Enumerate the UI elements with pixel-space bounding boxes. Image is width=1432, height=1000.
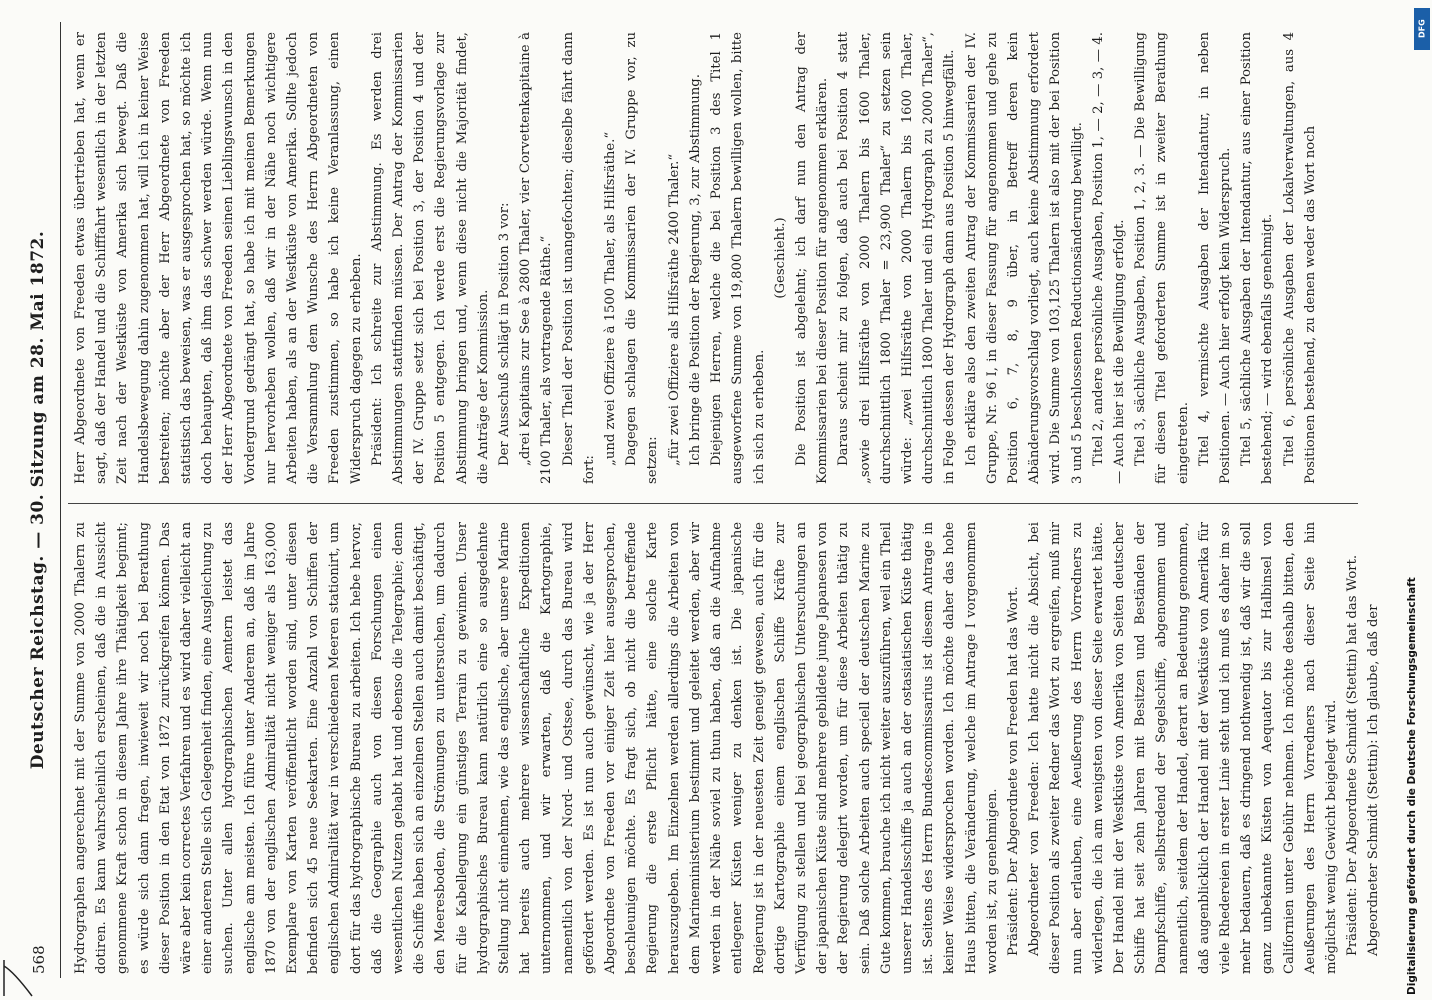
right-column: [70, 32, 1355, 484]
paragraph: (Geschieht.): [772, 217, 788, 299]
paragraph: Präsident: Der Abgeordnete Schmidt (Stettin) hat das Wort.: [1345, 554, 1361, 956]
paragraph: Ich erkläre also den zweiten Antrag der Kommissarien der IV. Gruppe, Nr. 96 I, in dieser Fassung für angenommen und gehe zu Position 6, 7, 8, 9 über, in Betreff deren kein Abänderungsvorschlag vorliegt, auch keine Abstimmung erfordert wird. Die Summe von 103,125 Thalern ist also mit der bei Position 3 und 5 beschlossenen Reductionsänderung bewilligt.: [963, 32, 1085, 484]
paragraph: Der Ausschuß schlägt in Position 3 vor:: [497, 202, 513, 466]
paragraph: Abgeordneter Schmidt (Stettin): Ich glaube, daß der: [1366, 604, 1382, 956]
page-header: [20, 22, 61, 978]
left-column: [70, 522, 1382, 974]
paragraph: „für zwei Offiziere als Hilfsräthe 2400 Thaler.“: [666, 153, 682, 466]
page-number: 568: [30, 945, 48, 974]
paragraph: Titel 5, sächliche Ausgaben der Intendantur, aus einer Position bestehend; — wird ebenfalls genehmigt.: [1239, 32, 1276, 484]
paragraph: Titel 2, andere persönliche Ausgaben, Position 1, — 2, — 3, — 4. — Auch hier ist die Bewilligung erfolgt.: [1090, 32, 1127, 484]
rotated-newspaper-page: [20, 22, 1382, 978]
paragraph: „drei Kapitains zur See à 2800 Thaler, vier Corvettenkapitaine à 2100 Thaler, als vortragende Räthe.“: [518, 32, 555, 484]
paragraph: Herr Abgeordnete von Freeden etwas übertrieben hat, wenn er sagt, daß der Handel und die Schifffahrt wesentlich in der letzten Zeit nach der Westküste von Amerika sich bewegt. Daß die Handelsbewegung dahin zugenommen hat, will ich in keiner Weise bestreiten; möchte aber der Herr Abgeordnete von Freeden statistisch das beweisen, was er ausgesprochen hat, so möchte ich doch behaupten, daß ihm das schwer werden würde. Wenn nun der Herr Abgeordnete von Freeden seinen Lieblingswunsch in den Vordergrund gedrängt hat, so habe ich mit meinen Bemerkungen nur hervorheben wollen, daß wir in der Nähe noch wichtigere Arbeiten haben, als an der Westküste von Amerika. Sollte jedoch die Versammlung dem Wunsche des Herrn Abgeordneten von Freeden zustimmen, so habe ich keine Veranlassung, einen Widerspruch dagegen zu erheben.: [73, 32, 364, 484]
paragraph: Ich bringe die Position der Regierung, 3, zur Abstimmung.: [687, 74, 703, 466]
credit-text: Digitalisierung gefördert durch die Deutsche Forschungsgemeinschaft: [1406, 577, 1418, 995]
paragraph: Diejenigen Herren, welche die bei Position 3 des Titel 1 ausgeworfene Summe von 19,800 Thalern bewilligen wollen, bitte ich sich zu erheben.: [709, 32, 767, 484]
paragraph: Die Position ist abgelehnt; ich darf nun den Antrag der Kommissarien bei dieser Position für angenommen erklären.: [793, 32, 831, 484]
paragraph: Titel 4, vermischte Ausgaben der Intendantur, in neben Positionen. — Auch hier erfolgt kein Widerspruch.: [1196, 32, 1233, 484]
paragraph: Präsident: Ich schreite zur Abstimmung. Es werden drei Abstimmungen stattfinden müssen. Der Antrag der Kommissarien der IV. Gruppe setzt sich bei Position 3, der Position 4 und der Position 5 entgegen. Ich werde erst die Regierungsvorlage zur Abstimmung bringen und, wenn diese nicht die Majorität findet, die Anträge der Kommission.: [369, 32, 491, 484]
paragraph: Dieser Theil der Position ist unangefochten; dieselbe fährt dann fort:: [560, 32, 597, 484]
paragraph: Hydrographen angerechnet mit der Summe von 2000 Thalern zu dotiren. Es kann wahrscheinlich erscheinen, daß die in Aussicht genommene Kraft schon in diesem Jahre ihre Thätigkeit beginnt; es würde sich dann fragen, inwieweit wir noch bei Berathung dieser Position in den Etat von 1872 zurückgreifen können. Das wäre aber kein correctes Verfahren und es wird daher vielleicht an einer anderen Stelle sich Gelegenheit finden, eine Ausgleichung zu suchen. Unter allen hydrographischen Aemtern leistet das englische am meisten. Ich führe unter Anderem an, daß im Jahre 1870 von der englischen Admiralität nicht weniger als 163,000 Exemplare von Karten veröffentlicht worden sind, unter diesen befinden sich 45 neue Seekarten. Eine Anzahl von Schiffen der englischen Admiralität war in verschiedenen Meeren stationirt, um dort für das hydrographische Bureau zu arbeiten. Ich hebe hervor, daß die Geographie auch von diesen Forschungen einen wesentlichen Nutzen gehabt hat und ebenso die Telegraphie; denn die Schiffe haben sich an einzelnen Stellen auch damit beschäftigt, den Meeresboden, die Strömungen zu untersuchen, um dadurch für die Kabellegung ein günstiges Terrain zu gewinnen. Unser hydrographisches Bureau kann natürlich eine so ausgedehnte Stellung nicht einnehmen, wie das englische, aber unsere Marine hat bereits auch mehrere wissenschaftliche Expeditionen unternommen, und wir erwarten, daß die Kartographie, namentlich von der Nord- und Ostsee, durch das Bureau wird gefördert werden. Es ist nun auch gewünscht, wie ja der Herr Abgeordnete von Freeden vor einiger Zeit hier ausgesprochen, beschleunigen möchte. Es fragt sich, ob nicht die betreffende Regierung die erste Pflicht hätte, eine solche Karte herauszugeben. Im Einzelnen werden allerdings die Arbeiten von dem Marineministerium bestimmt und geleitet werden, aber wir werden in der Nähe soviel zu thun haben, daß an die Aufnahme entlegener Küsten weniger zu denken ist. Die japanische Regierung ist in der neuesten Zeit geneigt gewesen, auch für die dortige Kartographie einem englischen Schiffe Kräfte zur Verfügung zu stellen und bei geographischen Untersuchungen an der japanischen Küste sind mehrere gebildete junge Japanesen von der Regierung delegirt worden, um für diese Arbeiten thätig zu sein. Daß solche Arbeiten auch speciell der deutschen Marine zu Gute kommen, brauche ich nicht weiter auszuführen, weil ein Theil unserer Handelsschiffe ja auch an der ostasiatischen Küste thätig ist. Seitens des Herrn Bundescommissarius ist diesem Antrage in keiner Weise widersprochen worden. Ich möchte daher das hohe Haus bitten, die Veränderung, welche im Antrage I vorgenommen worden ist, zu genehmigen.: [73, 522, 1000, 974]
paragraph: Daraus scheint mir zu folgen, daß auch bei Position 4 statt „sowie drei Hilfsräthe von 2000 Thalern bis 1600 Thaler, durchschnittlich 1800 Thaler = 23,900 Thaler“ zu setzen sein würde: „zwei Hilfsräthe von 2000 Thalern bis 1600 Thaler, durchschnittlich 1800 Thaler und ein Hydrograph zu 2000 Thaler“, in Folge dessen der Hydrograph dann aus Position 5 hinwegfällt.: [836, 32, 958, 484]
paragraph: Dagegen schlagen die Kommissarien der IV. Gruppe vor, zu setzen:: [624, 32, 661, 484]
paragraph: Abgeordneter von Freeden: Ich hatte nicht die Absicht, bei dieser Position als zweiter Redner das Wort zu ergreifen, muß mir nun aber erlauben, eine Aeußerung des Herrn Vorredners zu widerlegen, die ich am wenigsten von dieser Seite erwartet hätte. Der Handel mit der Westküste von Amerika von Seiten deutscher Schiffe hat seit zehn Jahren mit Besitzen und Beständen der Dampfschiffe, selbstredend der Segelschiffe, abgenommen und namentlich, seitdem der Handel, derart an Bedeutung genommen, daß augenblicklich der Handel mit der Westküste von Amerika für viele Rhedereien in erster Linie steht und ich muß es daher im so mehr bedauern, daß es dringend nothwendig ist, daß wir die soll ganz unbekannte Küsten von Aequator bis zur Halbinsel von Californien unter Gebühr nehmen. Ich möchte deshalb bitten, den Aeußerungen des Herrn Vorredners nach dieser Seite hin möglichst wenig Gewicht beigelegt wird.: [1027, 522, 1339, 974]
paragraph: Titel 3, sächliche Ausgaben, Position 1, 2, 3. — Die Bewilligung für diesen Titel geforderten Summe ist in zweiter Berathung eingetreten.: [1133, 32, 1191, 484]
paragraph: „und zwei Offiziere à 1500 Thaler, als Hilfsräthe.“: [603, 131, 619, 466]
paragraph: Titel 6, persönliche Ausgaben der Lokalverwaltungen, aus 4 Positionen bestehend, zu denen weder das Wort noch: [1281, 32, 1318, 484]
scan-corner-mark: [2, 958, 42, 998]
paragraph: Präsident: Der Abgeordnete von Freeden hat das Wort.: [1005, 586, 1021, 956]
column-divider: [68, 503, 1358, 504]
running-title: Deutscher Reichstag. — 30. Sitzung am 28. Mai 1872.: [28, 230, 48, 770]
dfg-logo: DFG: [1414, 8, 1430, 50]
